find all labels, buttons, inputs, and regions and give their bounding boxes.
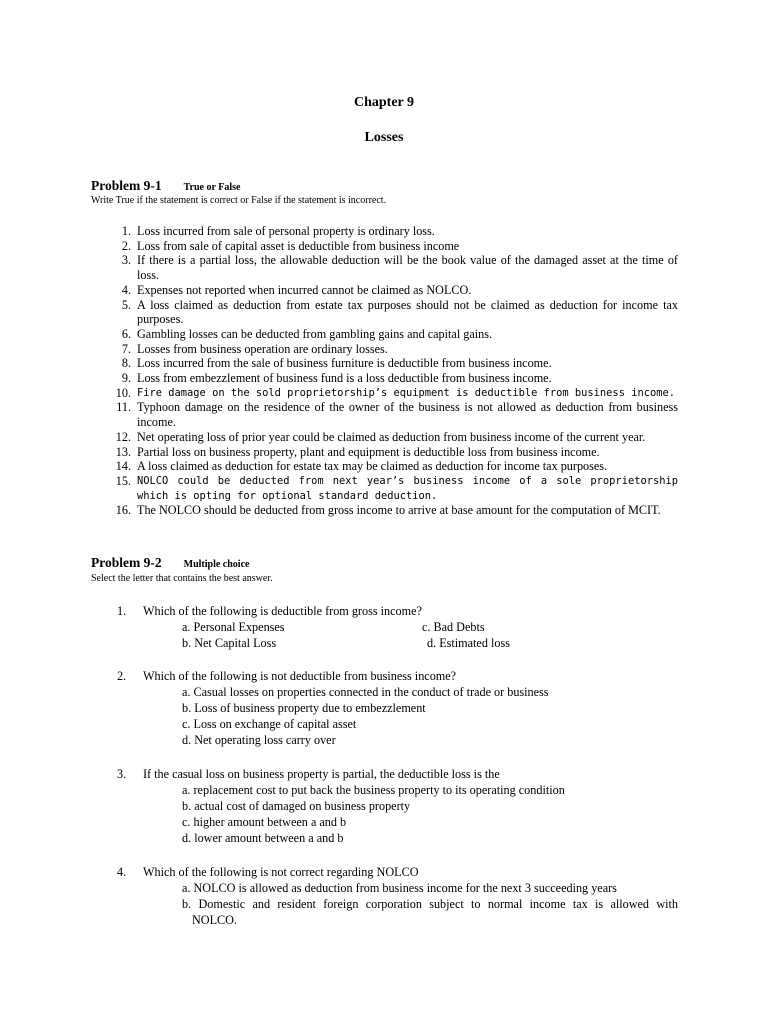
option: c. higher amount between a and b — [182, 815, 347, 829]
question-3: 3. If the casual loss on business property is partial, the deductible loss is the a. replacement cost to put back the business property to its operating condition b. actual cost of damaged on business property c. higher amount between a and b d. lower amount between a and b — [107, 766, 678, 846]
question-text: If the casual loss on business property is partial, the deductible loss is the — [143, 767, 500, 781]
option-continuation: NOLCO. — [192, 913, 238, 927]
problem-2-number: Problem 9-2 — [91, 555, 162, 570]
option: a. Casual losses on properties connected in the conduct of trade or business — [182, 685, 549, 699]
list-item: 3. If there is a partial loss, the allowable deduction will be the book value of the damaged asset at the time of loss. — [121, 253, 678, 283]
list-item: 10. Fire damage on the sold proprietorship’s equipment is deductible from business income. — [115, 385, 675, 400]
question-text: Which of the following is not deductible from business income? — [143, 669, 457, 683]
list-item: 8. Loss incurred from the sale of business furniture is deductible from business income. — [121, 356, 552, 371]
problem-2-type: Multiple choice — [183, 559, 250, 570]
option: a. replacement cost to put back the business property to its operating condition — [182, 783, 565, 797]
problem-1-type: True or False — [183, 182, 241, 193]
option: d. Estimated loss — [427, 636, 510, 650]
option: a. Personal Expenses — [182, 620, 285, 634]
list-item: 1. Loss incurred from sale of personal property is ordinary loss. — [121, 224, 435, 238]
chapter-title: Chapter 9 — [353, 95, 415, 110]
question-2: 2. Which of the following is not deductible from business income? a. Casual losses on properties connected in the conduct of trade or business b. Loss of business property due to embezzlement c. Loss on exchange of capital asset d. Net operating loss carry over — [107, 668, 678, 748]
option: b. Net Capital Loss — [182, 636, 277, 650]
option: b. Loss of business property due to embezzlement — [182, 701, 426, 715]
option: b. Domestic and resident foreign corporation subject to normal income tax is allowed with — [182, 897, 678, 911]
chapter-subtitle: Losses — [364, 130, 404, 145]
list-item: 4. Expenses not reported when incurred cannot be claimed as NOLCO. — [121, 282, 472, 297]
problem-1-heading — [91, 178, 240, 194]
list-item: 9. Loss from embezzlement of business fund is a loss deductible from business income. — [121, 371, 552, 386]
list-item: 13. Partial loss on business property, plant and equipment is deductible loss from business income. — [115, 444, 600, 459]
question-1: 1. Which of the following is deductible from gross income? a. Personal Expenses c. Bad Debts b. Net Capital Loss d. Estimated loss — [117, 604, 510, 650]
list-item: 5. A loss claimed as deduction from estate tax purposes should not be claimed as deduction for income tax purposes. — [121, 297, 678, 327]
question-4: 4. Which of the following is not correct regarding NOLCO a. NOLCO is allowed as deduction from business income for the next 3 succeeding years b. Domestic and resident foreign corporation subject to normal income tax is allowed with NOLCO. — [107, 864, 678, 928]
list-item: 12. Net operating loss of prior year could be claimed as deduction from business income of the current year. — [115, 429, 646, 444]
problem-1-number: Problem 9-1 — [91, 178, 162, 193]
option: d. Net operating loss carry over — [182, 733, 336, 747]
list-item: 11. Typhoon damage on the residence of the owner of the business is not allowed as deduction from business income. — [116, 400, 678, 430]
list-item: 14. A loss claimed as deduction for estate tax may be claimed as deduction for income tax purposes. — [115, 459, 608, 474]
option: a. NOLCO is allowed as deduction from business income for the next 3 succeeding years — [182, 881, 617, 895]
option: d. lower amount between a and b — [182, 831, 344, 845]
list-item: 7. Losses from business operation are ordinary losses. — [121, 341, 388, 356]
list-item: 15. NOLCO could be deducted from next year’s business income of a sole proprietorship which is opting for optional standard deduction. — [115, 473, 678, 502]
option: c. Loss on exchange of capital asset — [182, 717, 357, 731]
question-text: Which of the following is not correct regarding NOLCO — [143, 865, 419, 879]
list-item: 6. Gambling losses can be deducted from gambling gains and capital gains. — [121, 326, 493, 341]
list-item: 16. The NOLCO should be deducted from gross income to arrive at base amount for the computation of MCIT. — [115, 503, 661, 518]
true-false-list — [107, 224, 678, 518]
option: b. actual cost of damaged on business property — [182, 799, 411, 813]
list-item: 2. Loss from sale of capital asset is deductible from business income — [121, 238, 460, 253]
problem-1-instruction: Write True if the statement is correct or False if the statement is incorrect. — [91, 195, 387, 206]
question-text: Which of the following is deductible from gross income? — [143, 604, 422, 618]
problem-2-instruction: Select the letter that contains the best answer. — [91, 573, 273, 584]
option: c. Bad Debts — [422, 620, 485, 634]
problem-2-heading — [91, 555, 249, 571]
